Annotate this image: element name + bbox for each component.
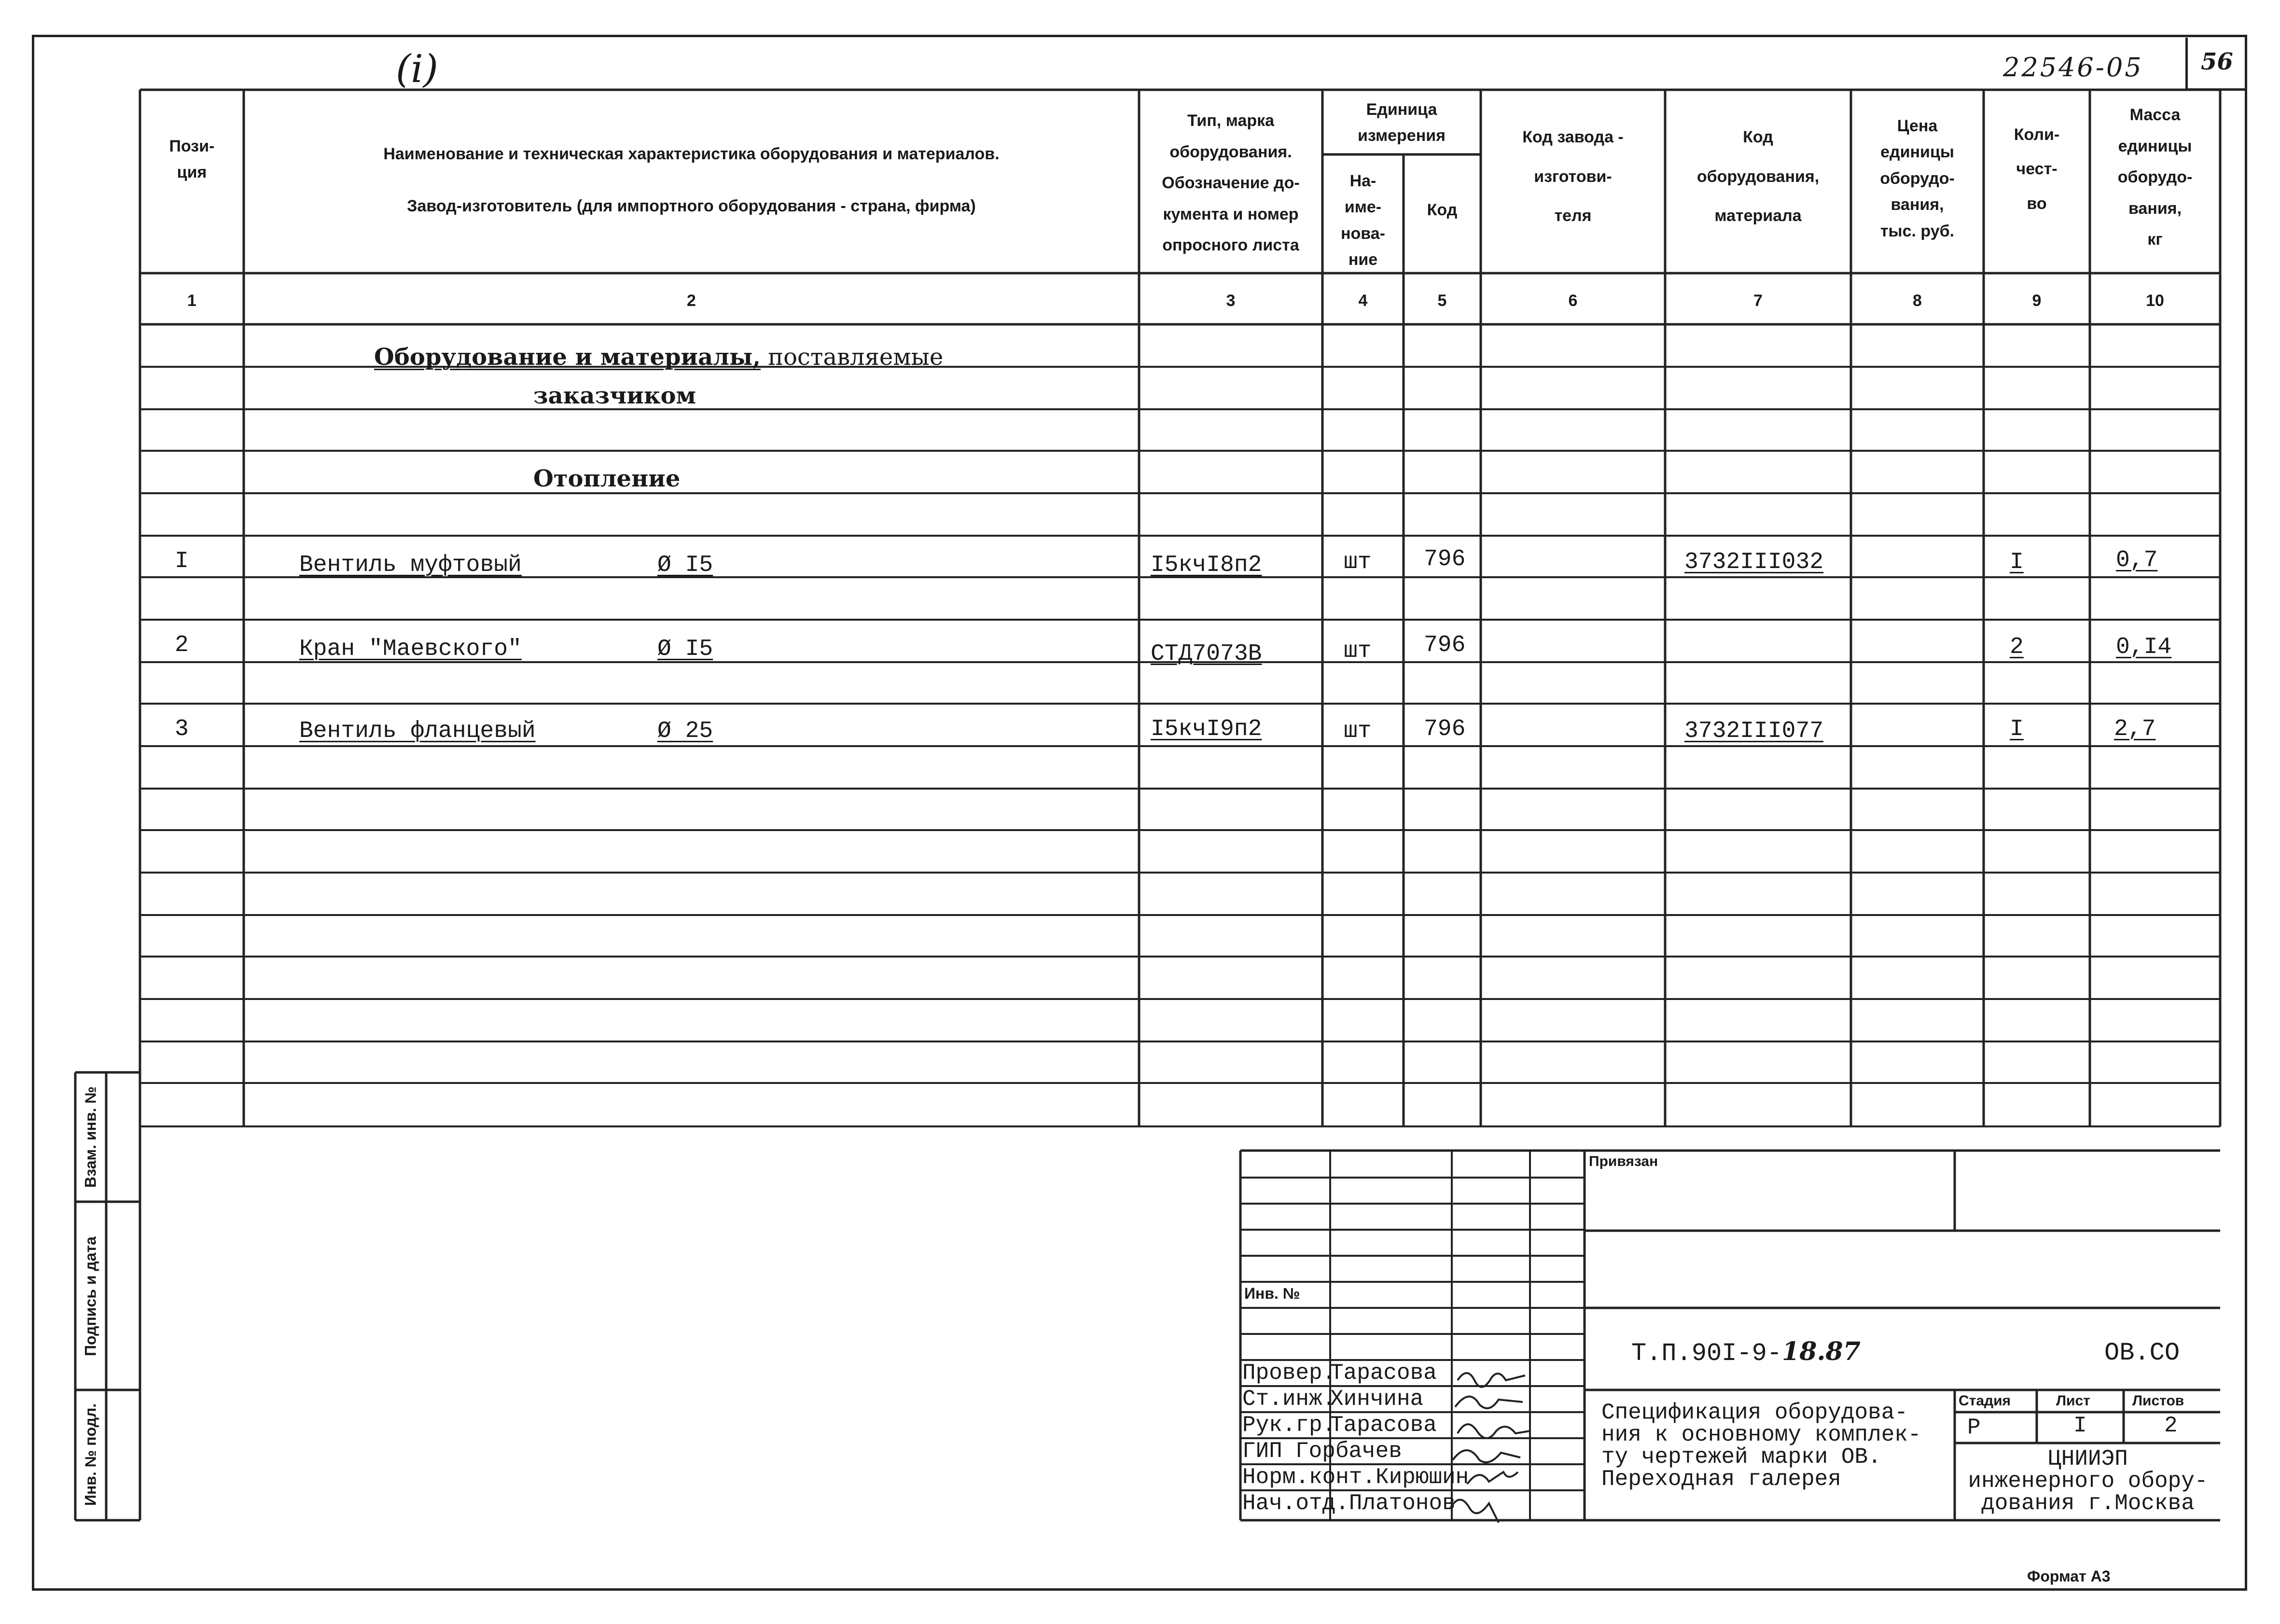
row1-position: I bbox=[175, 548, 189, 574]
row1-mass: 0,7 bbox=[2116, 547, 2158, 573]
row3-name: Вентиль фланцевый bbox=[299, 718, 536, 744]
row2-qty: 2 bbox=[2010, 634, 2024, 660]
col-number-9: 9 bbox=[2032, 291, 2042, 310]
sheet-header: Лист bbox=[2056, 1393, 2090, 1409]
stamp-original-inv: Инв. № подл. bbox=[82, 1403, 99, 1506]
signature-scribble bbox=[1458, 1373, 1525, 1387]
org-line1: ЦНИИЭП bbox=[2048, 1446, 2128, 1471]
col-number-7: 7 bbox=[1753, 291, 1763, 310]
row1-qty: I bbox=[2010, 549, 2024, 575]
col-header-name-line2: Завод-изготовитель (для импортного оборудования - страна, фирма) bbox=[407, 197, 976, 215]
section-title bbox=[374, 344, 943, 371]
sheet-value: I bbox=[2073, 1413, 2087, 1438]
col-number-3: 3 bbox=[1226, 291, 1236, 310]
row2-diameter: Ø I5 bbox=[657, 636, 713, 662]
col-header-mass: Масса единицы оборудо- вания, кг bbox=[2117, 106, 2193, 249]
signature-role: Рук.гр. bbox=[1242, 1413, 1336, 1438]
signature-row bbox=[1242, 1464, 1469, 1490]
row3-item-code: 3732III077 bbox=[1684, 718, 1824, 744]
signature-name: Тарасова bbox=[1330, 1360, 1437, 1386]
doc-title-line2: ния к основному комплек- bbox=[1601, 1422, 1921, 1447]
document-code: ОВ.СО bbox=[2104, 1339, 2180, 1367]
organization bbox=[1956, 1448, 2220, 1514]
sheets-header: Листов bbox=[2132, 1393, 2184, 1409]
col-header-price: Цена единицы оборудо- вания, тыс. руб. bbox=[1880, 117, 1955, 240]
row1-unit: шт bbox=[1344, 549, 1372, 575]
designation bbox=[1631, 1337, 1861, 1368]
row1-name: Вентиль муфтовый bbox=[299, 552, 522, 578]
format-label: Формат А3 bbox=[2027, 1568, 2111, 1585]
row3-unit: шт bbox=[1344, 718, 1372, 744]
signature-row bbox=[1242, 1386, 1469, 1412]
section-title-bold: Оборудование и материалы, bbox=[374, 344, 761, 371]
org-line3: дования г.Москва bbox=[1981, 1491, 2195, 1516]
section-title-rest: поставляемые bbox=[760, 344, 944, 371]
col-header-unit-name: На- име- нова- ние bbox=[1341, 172, 1385, 269]
handwritten-signatures bbox=[1448, 1361, 1569, 1525]
signature-name: Кирюшин bbox=[1376, 1465, 1469, 1490]
col-header-item-code: Код оборудования, материала bbox=[1696, 128, 1820, 225]
signature-scribble bbox=[1450, 1500, 1499, 1523]
doc-number: 22546-05 bbox=[2003, 52, 2143, 83]
signature-role: Провер. bbox=[1242, 1360, 1336, 1386]
signature-role: Ст.инж. bbox=[1242, 1387, 1336, 1412]
row2-type: СТД7073В bbox=[1151, 641, 1262, 667]
signature-row bbox=[1242, 1438, 1469, 1464]
subsection-title: Отопление bbox=[533, 465, 681, 492]
doc-title bbox=[1601, 1402, 1921, 1490]
signature-row bbox=[1242, 1490, 1469, 1516]
signature-role: Норм.конт. bbox=[1242, 1465, 1376, 1490]
row2-unit-code: 796 bbox=[1424, 632, 1466, 658]
row1-type: I5кчI8п2 bbox=[1151, 552, 1262, 578]
col-number-5: 5 bbox=[1437, 291, 1447, 310]
row3-type: I5кчI9п2 bbox=[1151, 716, 1262, 742]
row2-mass: 0,I4 bbox=[2116, 634, 2172, 660]
stage-value: Р bbox=[1967, 1415, 1981, 1440]
section-title-line2: заказчиком bbox=[533, 382, 696, 409]
row1-item-code: 3732III032 bbox=[1684, 549, 1824, 575]
inv-label: Инв. № bbox=[1244, 1285, 1300, 1302]
row3-diameter: Ø 25 bbox=[657, 718, 713, 744]
stamp-signature-date: Подпись и дата bbox=[82, 1236, 99, 1356]
doc-title-line3: ту чертежей марки ОВ. bbox=[1601, 1444, 1881, 1470]
org-line2: инженерного обору- bbox=[1968, 1469, 2208, 1494]
col-header-position: Пози- ция bbox=[169, 137, 215, 182]
signature-scribble bbox=[1455, 1397, 1523, 1408]
privyazan-label: Привязан bbox=[1589, 1153, 1658, 1169]
doc-title-line4: Переходная галерея bbox=[1601, 1467, 1841, 1492]
signatures bbox=[1242, 1360, 1469, 1516]
signature-scribble bbox=[1453, 1450, 1520, 1462]
designation-typed: Т.П.90I-9- bbox=[1631, 1339, 1782, 1368]
row3-qty: I bbox=[2010, 716, 2024, 742]
col-header-maker-code: Код завода - изготови- теля bbox=[1522, 128, 1624, 225]
stamp-replace-inv: Взам. инв. № bbox=[82, 1086, 99, 1188]
signature-role: Нач.отд. bbox=[1242, 1491, 1349, 1516]
row2-name: Кран "Маевского" bbox=[299, 636, 522, 662]
col-number-4: 4 bbox=[1358, 291, 1368, 310]
col-number-6: 6 bbox=[1568, 291, 1578, 310]
signature-name: Тарасова bbox=[1330, 1413, 1437, 1438]
signature-name: Горбачев bbox=[1295, 1439, 1402, 1464]
signature-name: Платонов bbox=[1349, 1491, 1456, 1516]
signature-name: Хинчина bbox=[1330, 1387, 1424, 1412]
col-header-qty: Коли- чест- во bbox=[2014, 125, 2060, 213]
col-header-unit-group: Единица измерения bbox=[1358, 100, 1446, 145]
corner-mark: (i) bbox=[396, 46, 439, 91]
row2-position: 2 bbox=[175, 632, 189, 658]
signature-scribble bbox=[1467, 1472, 1518, 1484]
col-number-1: 1 bbox=[187, 291, 196, 310]
designation-handwritten: 18.87 bbox=[1782, 1337, 1861, 1366]
col-header-name-line1: Наименование и техническая характеристика оборудования и материалов. bbox=[383, 145, 1000, 163]
signature-row bbox=[1242, 1412, 1469, 1438]
col-header-unit-code: Код bbox=[1427, 201, 1458, 219]
signature-scribble bbox=[1458, 1424, 1530, 1438]
row3-position: 3 bbox=[175, 716, 189, 742]
col-header-type: Тип, марка оборудования. Обозначение до- кумента и номер опросного листа bbox=[1162, 111, 1300, 255]
row3-mass: 2,7 bbox=[2114, 716, 2156, 742]
row1-diameter: Ø I5 bbox=[657, 552, 713, 578]
col-number-10: 10 bbox=[2146, 291, 2164, 310]
stage-header: Стадия bbox=[1959, 1393, 2011, 1409]
col-number-2: 2 bbox=[687, 291, 696, 310]
row3-unit-code: 796 bbox=[1424, 716, 1466, 742]
signature-role: ГИП bbox=[1242, 1439, 1282, 1464]
signature-row bbox=[1242, 1360, 1469, 1386]
page-number: 56 bbox=[2201, 48, 2233, 75]
sheets-value: 2 bbox=[2164, 1413, 2178, 1438]
doc-title-line1: Спецификация оборудова- bbox=[1601, 1400, 1908, 1425]
row1-unit-code: 796 bbox=[1424, 546, 1466, 572]
row2-unit: шт bbox=[1344, 638, 1372, 664]
col-number-8: 8 bbox=[1913, 291, 1922, 310]
